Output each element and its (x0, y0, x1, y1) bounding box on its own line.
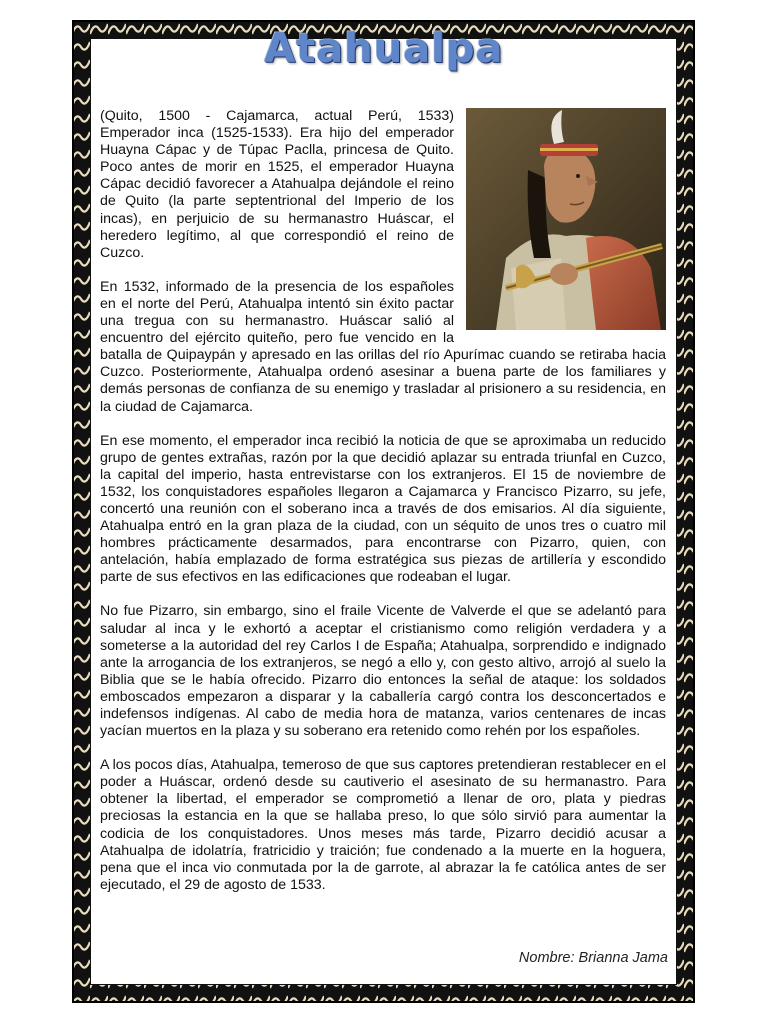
article-body (100, 108, 666, 911)
paragraph-3: En ese momento, el emperador inca recibió la noticia de que se aproximaba un reducido grupo de gentes extrañas, razón por la que decidió aplazar su entrada triunfal en Cuzco, la capital del imperio, hasta entrevistarse con los extranjeros. El 15 de noviembre de 1532, los conquistadores españoles llegaron a Cajamarca y Francisco Pizarro, su jefe, concertó una reunión con el soberano inca a través de dos emisarios. Al día siguiente, Atahualpa entró en la gran plaza de la ciudad, con un séquito de unos tres o cuatro mil hombres prácticamente desarmados, para encontrarse con Pizarro, quien, con antelación, había emplazado de forma estratégica sus piezas de artillería y escondido parte de sus efectivos en las edificaciones que rodeaban el lugar. (100, 432, 666, 586)
author-name: Nombre: Brianna Jama (518, 950, 668, 966)
paragraph-4: No fue Pizarro, sin embargo, sino el fraile Vicente de Valverde el que se adelantó para saludar al inca y le exhortó a aceptar el cristianismo como religión verdadera y a someterse a la autoridad del rey Carlos I de España; Atahualpa, sorprendido e indignado ante la arrogancia de los extranjeros, se negó a ello y, con gesto altivo, arrojó al suelo la Biblia que se le había ofrecido. Pizarro dio entonces la señal de ataque: los soldados emboscados empezaron a disparar y la caballería cargó contra los desconcertados e indefensos indígenas. Al cabo de media hora de matanza, varios centenares de incas yacían muertos en la plaza y su soberano era retenido como rehén por los españoles. (100, 603, 666, 740)
paragraph-1: (Quito, 1500 - Cajamarca, actual Perú, 1533) Emperador inca (1525-1533). Era hijo del emperador Huayna Cápac y de Túpac Paclla, princesa de Quito. Poco antes de morir en 1525, el emperador Huayna Cápac decidió favorecer a Atahualpa dejándole el reino de Quito (la parte septentrional del Imperio de los incas), en perjuicio de su hermanastro Huáscar, el heredero legítimo, al que correspondió el reino de Cuzco. (100, 108, 454, 261)
paragraph-2: En 1532, informado de la presencia de los españoles en el norte del Perú, Atahualpa intentó sin éxito pactar una tregua con su hermanastro. Huáscar salió al encuentro del ejército quiteño, pero fue vencido en la batalla de Quipaypán y apresado en las orillas del río Apurímac cuando se retiraba hacia Cuzco. Posteriormente, Atahualpa ordenó asesinar a buena parte de los familiares y demás personas de confianza de su enemigo y trasladar al prisionero a su residencia, en la ciudad de Cajamarca. (100, 278, 666, 415)
paragraph-5: A los pocos días, Atahualpa, temeroso de que sus captores pretendieran restablecer en el poder a Huáscar, ordenó desde su cautiverio el asesinato de su hermanastro. Para obtener la libertad, el emperador se comprometió a llenar de oro, plata y piedras preciosas la estancia en la que se hallaba preso, lo que sólo sirvió para aumentar la codicia de los conquistadores. Unos meses más tarde, Pizarro decidió acusar a Atahualpa de idolatría, fratricidio y traición; fue condenado a la muerte en la hoguera, pena que el inca vio conmutada por la de garrote, al abrazar la fe católica antes de ser ejecutado, el 29 de agosto de 1533. (100, 757, 666, 893)
page-title: Atahualpa (264, 26, 504, 72)
portrait-image (466, 108, 666, 330)
